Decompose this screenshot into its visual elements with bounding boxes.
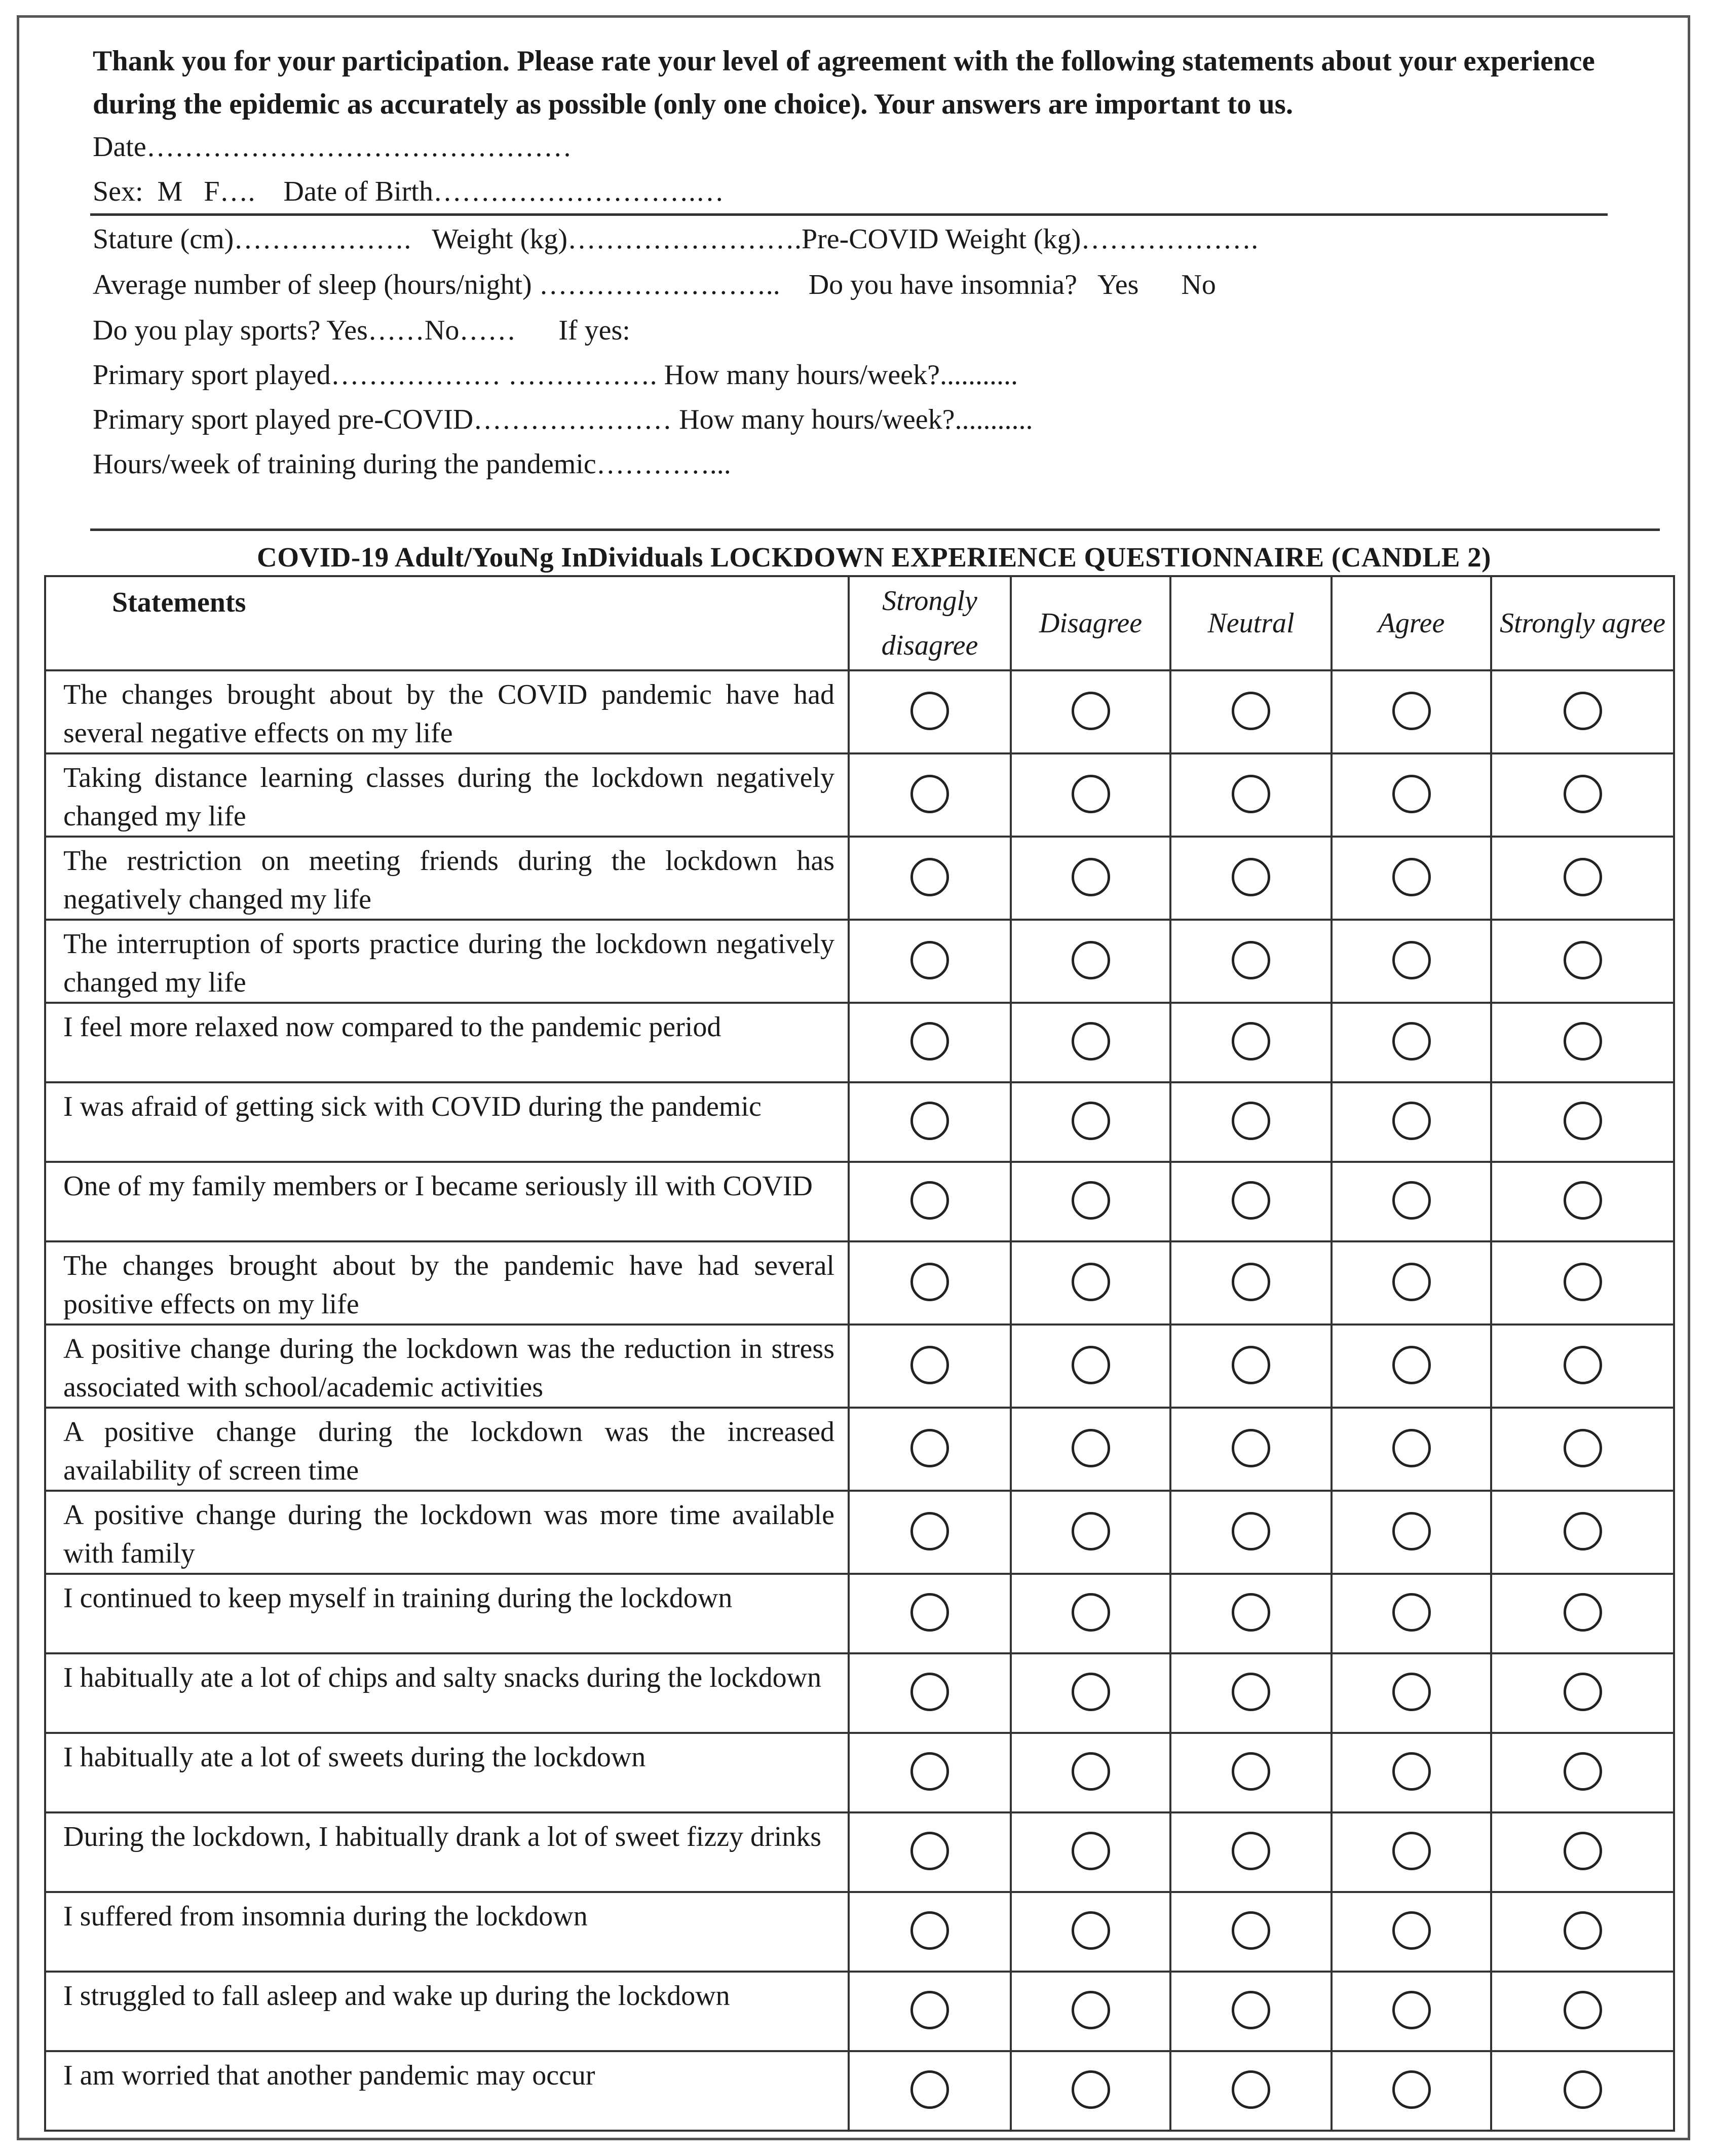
option-cell-neutral [1170, 753, 1332, 837]
radio-neutral[interactable] [1232, 775, 1270, 813]
option-cell-strongly-disagree [849, 837, 1011, 920]
statement-text: During the lockdown, I habitually drank a lot of sweet fizzy drinks [45, 1812, 849, 1892]
table-row [45, 1408, 1674, 1491]
likert-table [44, 575, 1675, 2132]
option-cell-agree [1332, 753, 1491, 837]
statement-text: A positive change during the lockdown was the reduction in stress associated with school/academic activities [45, 1325, 849, 1408]
statement-text: A positive change during the lockdown was the increased availability of screen time [45, 1408, 849, 1491]
radio-neutral[interactable] [1232, 1911, 1270, 1950]
statement-text: The changes brought about by the pandemic have had several positive effects on my life [45, 1241, 849, 1325]
primary-sport-field[interactable]: Primary sport played……………… ……………. How many hours/week?........... [93, 359, 1018, 391]
radio-strongly-disagree[interactable] [910, 1593, 949, 1632]
radio-strongly-disagree[interactable] [910, 1102, 949, 1140]
section-divider [90, 528, 1660, 531]
radio-strongly-agree[interactable] [1564, 2070, 1602, 2109]
radio-strongly-disagree[interactable] [910, 1512, 949, 1550]
statement-text: I continued to keep myself in training during the lockdown [45, 1574, 849, 1653]
statement-text: One of my family members or I became seriously ill with COVID [45, 1162, 849, 1241]
radio-neutral[interactable] [1232, 1512, 1270, 1550]
table-row [45, 1003, 1674, 1082]
option-cell-disagree [1011, 1653, 1170, 1733]
option-cell-neutral [1170, 2051, 1332, 2131]
option-cell-agree [1332, 1972, 1491, 2051]
option-cell-strongly-agree [1491, 1972, 1674, 2051]
table-row [45, 1653, 1674, 1733]
table-row [45, 1972, 1674, 2051]
option-cell-neutral [1170, 1892, 1332, 1972]
table-row [45, 1733, 1674, 1812]
option-cell-strongly-agree [1491, 1812, 1674, 1892]
option-cell-disagree [1011, 1812, 1170, 1892]
table-row [45, 837, 1674, 920]
radio-strongly-disagree[interactable] [910, 1673, 949, 1711]
radio-neutral[interactable] [1232, 1673, 1270, 1711]
date-field[interactable]: Date……………………………………… [93, 131, 572, 163]
option-cell-strongly-disagree [849, 1491, 1011, 1574]
sleep-insomnia-field[interactable]: Average number of sleep (hours/night) …………………….. Do you have insomnia? Yes No [93, 269, 1216, 300]
radio-strongly-disagree[interactable] [910, 2070, 949, 2109]
option-cell-agree [1332, 1733, 1491, 1812]
radio-strongly-disagree[interactable] [910, 1991, 949, 2029]
radio-strongly-agree[interactable] [1564, 1512, 1602, 1550]
radio-disagree[interactable] [1072, 1263, 1110, 1301]
option-cell-strongly-agree [1491, 1162, 1674, 1241]
radio-agree[interactable] [1392, 2070, 1431, 2109]
radio-disagree[interactable] [1072, 1832, 1110, 1870]
radio-strongly-agree[interactable] [1564, 858, 1602, 896]
radio-strongly-agree[interactable] [1564, 1346, 1602, 1384]
radio-neutral[interactable] [1232, 1022, 1270, 1061]
option-cell-strongly-disagree [849, 920, 1011, 1003]
option-cell-strongly-agree [1491, 920, 1674, 1003]
statement-text: The interruption of sports practice during the lockdown negatively changed my life [45, 920, 849, 1003]
statement-text: I habitually ate a lot of sweets during the lockdown [45, 1733, 849, 1812]
radio-neutral[interactable] [1232, 1991, 1270, 2029]
option-cell-neutral [1170, 1733, 1332, 1812]
option-cell-agree [1332, 1408, 1491, 1491]
statement-text: I suffered from insomnia during the lockdown [45, 1892, 849, 1972]
option-cell-strongly-disagree [849, 1003, 1011, 1082]
option-cell-strongly-agree [1491, 670, 1674, 753]
statement-text: Taking distance learning classes during the lockdown negatively changed my life [45, 753, 849, 837]
option-cell-strongly-agree [1491, 1325, 1674, 1408]
radio-neutral[interactable] [1232, 1429, 1270, 1467]
option-cell-disagree [1011, 1491, 1170, 1574]
radio-agree[interactable] [1392, 1346, 1431, 1384]
radio-strongly-agree[interactable] [1564, 1832, 1602, 1870]
radio-agree[interactable] [1392, 1429, 1431, 1467]
option-cell-disagree [1011, 1325, 1170, 1408]
radio-strongly-agree[interactable] [1564, 1673, 1602, 1711]
radio-strongly-disagree[interactable] [910, 775, 949, 813]
option-cell-strongly-disagree [849, 670, 1011, 753]
statement-text: I am worried that another pandemic may occur [45, 2051, 849, 2131]
statement-text: I feel more relaxed now compared to the pandemic period [45, 1003, 849, 1082]
radio-strongly-disagree[interactable] [910, 941, 949, 979]
option-cell-strongly-disagree [849, 1082, 1011, 1162]
option-cell-strongly-agree [1491, 1408, 1674, 1491]
radio-disagree[interactable] [1072, 1752, 1110, 1791]
radio-agree[interactable] [1392, 1832, 1431, 1870]
radio-disagree[interactable] [1072, 1346, 1110, 1384]
radio-neutral[interactable] [1232, 858, 1270, 896]
radio-agree[interactable] [1392, 1512, 1431, 1550]
option-cell-neutral [1170, 1241, 1332, 1325]
radio-agree[interactable] [1392, 1263, 1431, 1301]
statement-text: The restriction on meeting friends during the lockdown has negatively changed my life [45, 837, 849, 920]
option-header-strongly-disagree: Strongly disagree [849, 576, 1011, 670]
radio-disagree[interactable] [1072, 1673, 1110, 1711]
table-row [45, 753, 1674, 837]
radio-neutral[interactable] [1232, 1181, 1270, 1220]
option-cell-agree [1332, 1574, 1491, 1653]
primary-sport-pre-covid-field[interactable]: Primary sport played pre-COVID………………… How many hours/week?........... [93, 404, 1033, 435]
statements-header: Statements [45, 576, 849, 670]
radio-neutral[interactable] [1232, 1593, 1270, 1632]
radio-strongly-disagree[interactable] [910, 1346, 949, 1384]
table-row [45, 1574, 1674, 1653]
option-cell-neutral [1170, 1408, 1332, 1491]
statement-text: A positive change during the lockdown was more time available with family [45, 1491, 849, 1574]
sports-field[interactable]: Do you play sports? Yes……No…… If yes: [93, 315, 630, 346]
option-header-agree: Agree [1332, 576, 1491, 670]
radio-agree[interactable] [1392, 1991, 1431, 2029]
option-cell-agree [1332, 1162, 1491, 1241]
radio-agree[interactable] [1392, 1673, 1431, 1711]
radio-disagree[interactable] [1072, 1593, 1110, 1632]
option-cell-agree [1332, 2051, 1491, 2131]
table-row [45, 1162, 1674, 1241]
option-cell-neutral [1170, 1325, 1332, 1408]
option-cell-disagree [1011, 1408, 1170, 1491]
table-row [45, 1491, 1674, 1574]
option-cell-agree [1332, 1325, 1491, 1408]
option-cell-strongly-disagree [849, 1812, 1011, 1892]
radio-strongly-agree[interactable] [1564, 1429, 1602, 1467]
option-cell-strongly-disagree [849, 1733, 1011, 1812]
option-cell-neutral [1170, 920, 1332, 1003]
radio-agree[interactable] [1392, 775, 1431, 813]
option-cell-strongly-agree [1491, 1733, 1674, 1812]
radio-strongly-agree[interactable] [1564, 1102, 1602, 1140]
option-cell-agree [1332, 1082, 1491, 1162]
option-cell-strongly-disagree [849, 1162, 1011, 1241]
radio-agree[interactable] [1392, 941, 1431, 979]
radio-strongly-agree[interactable] [1564, 941, 1602, 979]
statement-text: I habitually ate a lot of chips and salty snacks during the lockdown [45, 1653, 849, 1733]
sex-dob-field[interactable]: Sex: M F…. Date of Birth……………………….… [93, 176, 724, 207]
radio-neutral[interactable] [1232, 1346, 1270, 1384]
option-cell-strongly-agree [1491, 1491, 1674, 1574]
option-cell-strongly-disagree [849, 1972, 1011, 2051]
option-cell-neutral [1170, 837, 1332, 920]
stature-weight-field[interactable]: Stature (cm)………………. Weight (kg)…………………….Pre-COVID Weight (kg)………………. [93, 223, 1259, 255]
option-cell-strongly-agree [1491, 1003, 1674, 1082]
option-cell-disagree [1011, 1241, 1170, 1325]
radio-disagree[interactable] [1072, 1102, 1110, 1140]
radio-strongly-disagree[interactable] [910, 1832, 949, 1870]
option-cell-strongly-disagree [849, 1408, 1011, 1491]
option-cell-agree [1332, 1653, 1491, 1733]
radio-neutral[interactable] [1232, 2070, 1270, 2109]
table-header-row [45, 576, 1674, 670]
radio-disagree[interactable] [1072, 1181, 1110, 1220]
option-cell-strongly-agree [1491, 1892, 1674, 1972]
option-cell-strongly-agree [1491, 1653, 1674, 1733]
statement-text: I struggled to fall asleep and wake up during the lockdown [45, 1972, 849, 2051]
option-cell-strongly-disagree [849, 753, 1011, 837]
option-cell-strongly-agree [1491, 1241, 1674, 1325]
option-cell-disagree [1011, 1082, 1170, 1162]
option-cell-neutral [1170, 1162, 1332, 1241]
table-row [45, 1082, 1674, 1162]
option-cell-disagree [1011, 753, 1170, 837]
option-cell-strongly-disagree [849, 1241, 1011, 1325]
option-cell-agree [1332, 1241, 1491, 1325]
option-cell-neutral [1170, 1491, 1332, 1574]
radio-disagree[interactable] [1072, 2070, 1110, 2109]
radio-agree[interactable] [1392, 1911, 1431, 1950]
option-header-strongly-agree: Strongly agree [1491, 576, 1674, 670]
statement-text: I was afraid of getting sick with COVID during the pandemic [45, 1082, 849, 1162]
radio-strongly-disagree[interactable] [910, 858, 949, 896]
table-row [45, 920, 1674, 1003]
radio-neutral[interactable] [1232, 1102, 1270, 1140]
radio-strongly-agree[interactable] [1564, 1991, 1602, 2029]
option-cell-agree [1332, 1892, 1491, 1972]
intro-paragraph: Thank you for your participation. Please rate your level of agreement with the following statements about your experience during the epidemic as accurately as possible (only one choice). Your answers are important to us. [93, 45, 1595, 120]
radio-disagree[interactable] [1072, 941, 1110, 979]
radio-strongly-agree[interactable] [1564, 1181, 1602, 1220]
radio-strongly-agree[interactable] [1564, 692, 1602, 730]
radio-strongly-disagree[interactable] [910, 1181, 949, 1220]
radio-strongly-disagree[interactable] [910, 1429, 949, 1467]
radio-strongly-agree[interactable] [1564, 775, 1602, 813]
radio-strongly-agree[interactable] [1564, 1593, 1602, 1632]
option-cell-neutral [1170, 1082, 1332, 1162]
radio-strongly-disagree[interactable] [910, 1263, 949, 1301]
option-cell-agree [1332, 920, 1491, 1003]
radio-neutral[interactable] [1232, 1832, 1270, 1870]
option-cell-disagree [1011, 1733, 1170, 1812]
option-cell-strongly-disagree [849, 1653, 1011, 1733]
option-cell-strongly-agree [1491, 2051, 1674, 2131]
radio-agree[interactable] [1392, 1752, 1431, 1791]
option-cell-strongly-disagree [849, 1325, 1011, 1408]
option-header-disagree: Disagree [1011, 576, 1170, 670]
option-cell-disagree [1011, 670, 1170, 753]
radio-disagree[interactable] [1072, 1512, 1110, 1550]
header-divider [90, 213, 1608, 216]
radio-agree[interactable] [1392, 1181, 1431, 1220]
radio-disagree[interactable] [1072, 1022, 1110, 1061]
radio-neutral[interactable] [1232, 692, 1270, 730]
option-cell-strongly-agree [1491, 1082, 1674, 1162]
statement-text: The changes brought about by the COVID pandemic have had several negative effects on my life [45, 670, 849, 753]
radio-disagree[interactable] [1072, 692, 1110, 730]
radio-disagree[interactable] [1072, 858, 1110, 896]
table-row [45, 2051, 1674, 2131]
option-cell-neutral [1170, 1003, 1332, 1082]
option-cell-disagree [1011, 2051, 1170, 2131]
radio-neutral[interactable] [1232, 1752, 1270, 1791]
table-row [45, 670, 1674, 753]
radio-agree[interactable] [1392, 1102, 1431, 1140]
option-cell-disagree [1011, 1162, 1170, 1241]
option-cell-disagree [1011, 920, 1170, 1003]
radio-disagree[interactable] [1072, 775, 1110, 813]
option-cell-neutral [1170, 670, 1332, 753]
option-cell-agree [1332, 1003, 1491, 1082]
option-cell-strongly-disagree [849, 2051, 1011, 2131]
radio-neutral[interactable] [1232, 1263, 1270, 1301]
option-cell-agree [1332, 670, 1491, 753]
table-row [45, 1812, 1674, 1892]
option-cell-neutral [1170, 1812, 1332, 1892]
table-row [45, 1241, 1674, 1325]
radio-strongly-disagree[interactable] [910, 1022, 949, 1061]
radio-disagree[interactable] [1072, 1991, 1110, 2029]
radio-strongly-agree[interactable] [1564, 1022, 1602, 1061]
radio-neutral[interactable] [1232, 941, 1270, 979]
questionnaire-title: COVID-19 Adult/YouNg InDividuals LOCKDOWN EXPERIENCE QUESTIONNAIRE (CANDLE 2) [257, 542, 1491, 573]
option-cell-strongly-disagree [849, 1574, 1011, 1653]
radio-agree[interactable] [1392, 858, 1431, 896]
training-hours-field[interactable]: Hours/week of training during the pandemic…………... [93, 448, 731, 480]
radio-strongly-agree[interactable] [1564, 1752, 1602, 1791]
radio-agree[interactable] [1392, 1593, 1431, 1632]
option-cell-neutral [1170, 1574, 1332, 1653]
option-cell-neutral [1170, 1653, 1332, 1733]
table-row [45, 1325, 1674, 1408]
option-cell-agree [1332, 837, 1491, 920]
radio-strongly-agree[interactable] [1564, 1911, 1602, 1950]
option-cell-strongly-agree [1491, 837, 1674, 920]
option-cell-strongly-disagree [849, 1892, 1011, 1972]
option-cell-strongly-agree [1491, 1574, 1674, 1653]
option-cell-agree [1332, 1812, 1491, 1892]
table-row [45, 1892, 1674, 1972]
radio-agree[interactable] [1392, 692, 1431, 730]
radio-disagree[interactable] [1072, 1429, 1110, 1467]
option-cell-disagree [1011, 1972, 1170, 2051]
radio-agree[interactable] [1392, 1022, 1431, 1061]
radio-strongly-disagree[interactable] [910, 1752, 949, 1791]
option-cell-neutral [1170, 1972, 1332, 2051]
option-cell-disagree [1011, 1574, 1170, 1653]
option-cell-disagree [1011, 837, 1170, 920]
option-cell-agree [1332, 1491, 1491, 1574]
radio-strongly-disagree[interactable] [910, 1911, 949, 1950]
radio-disagree[interactable] [1072, 1911, 1110, 1950]
option-cell-strongly-agree [1491, 753, 1674, 837]
option-header-neutral: Neutral [1170, 576, 1332, 670]
radio-strongly-disagree[interactable] [910, 692, 949, 730]
option-cell-disagree [1011, 1003, 1170, 1082]
option-cell-disagree [1011, 1892, 1170, 1972]
radio-strongly-agree[interactable] [1564, 1263, 1602, 1301]
